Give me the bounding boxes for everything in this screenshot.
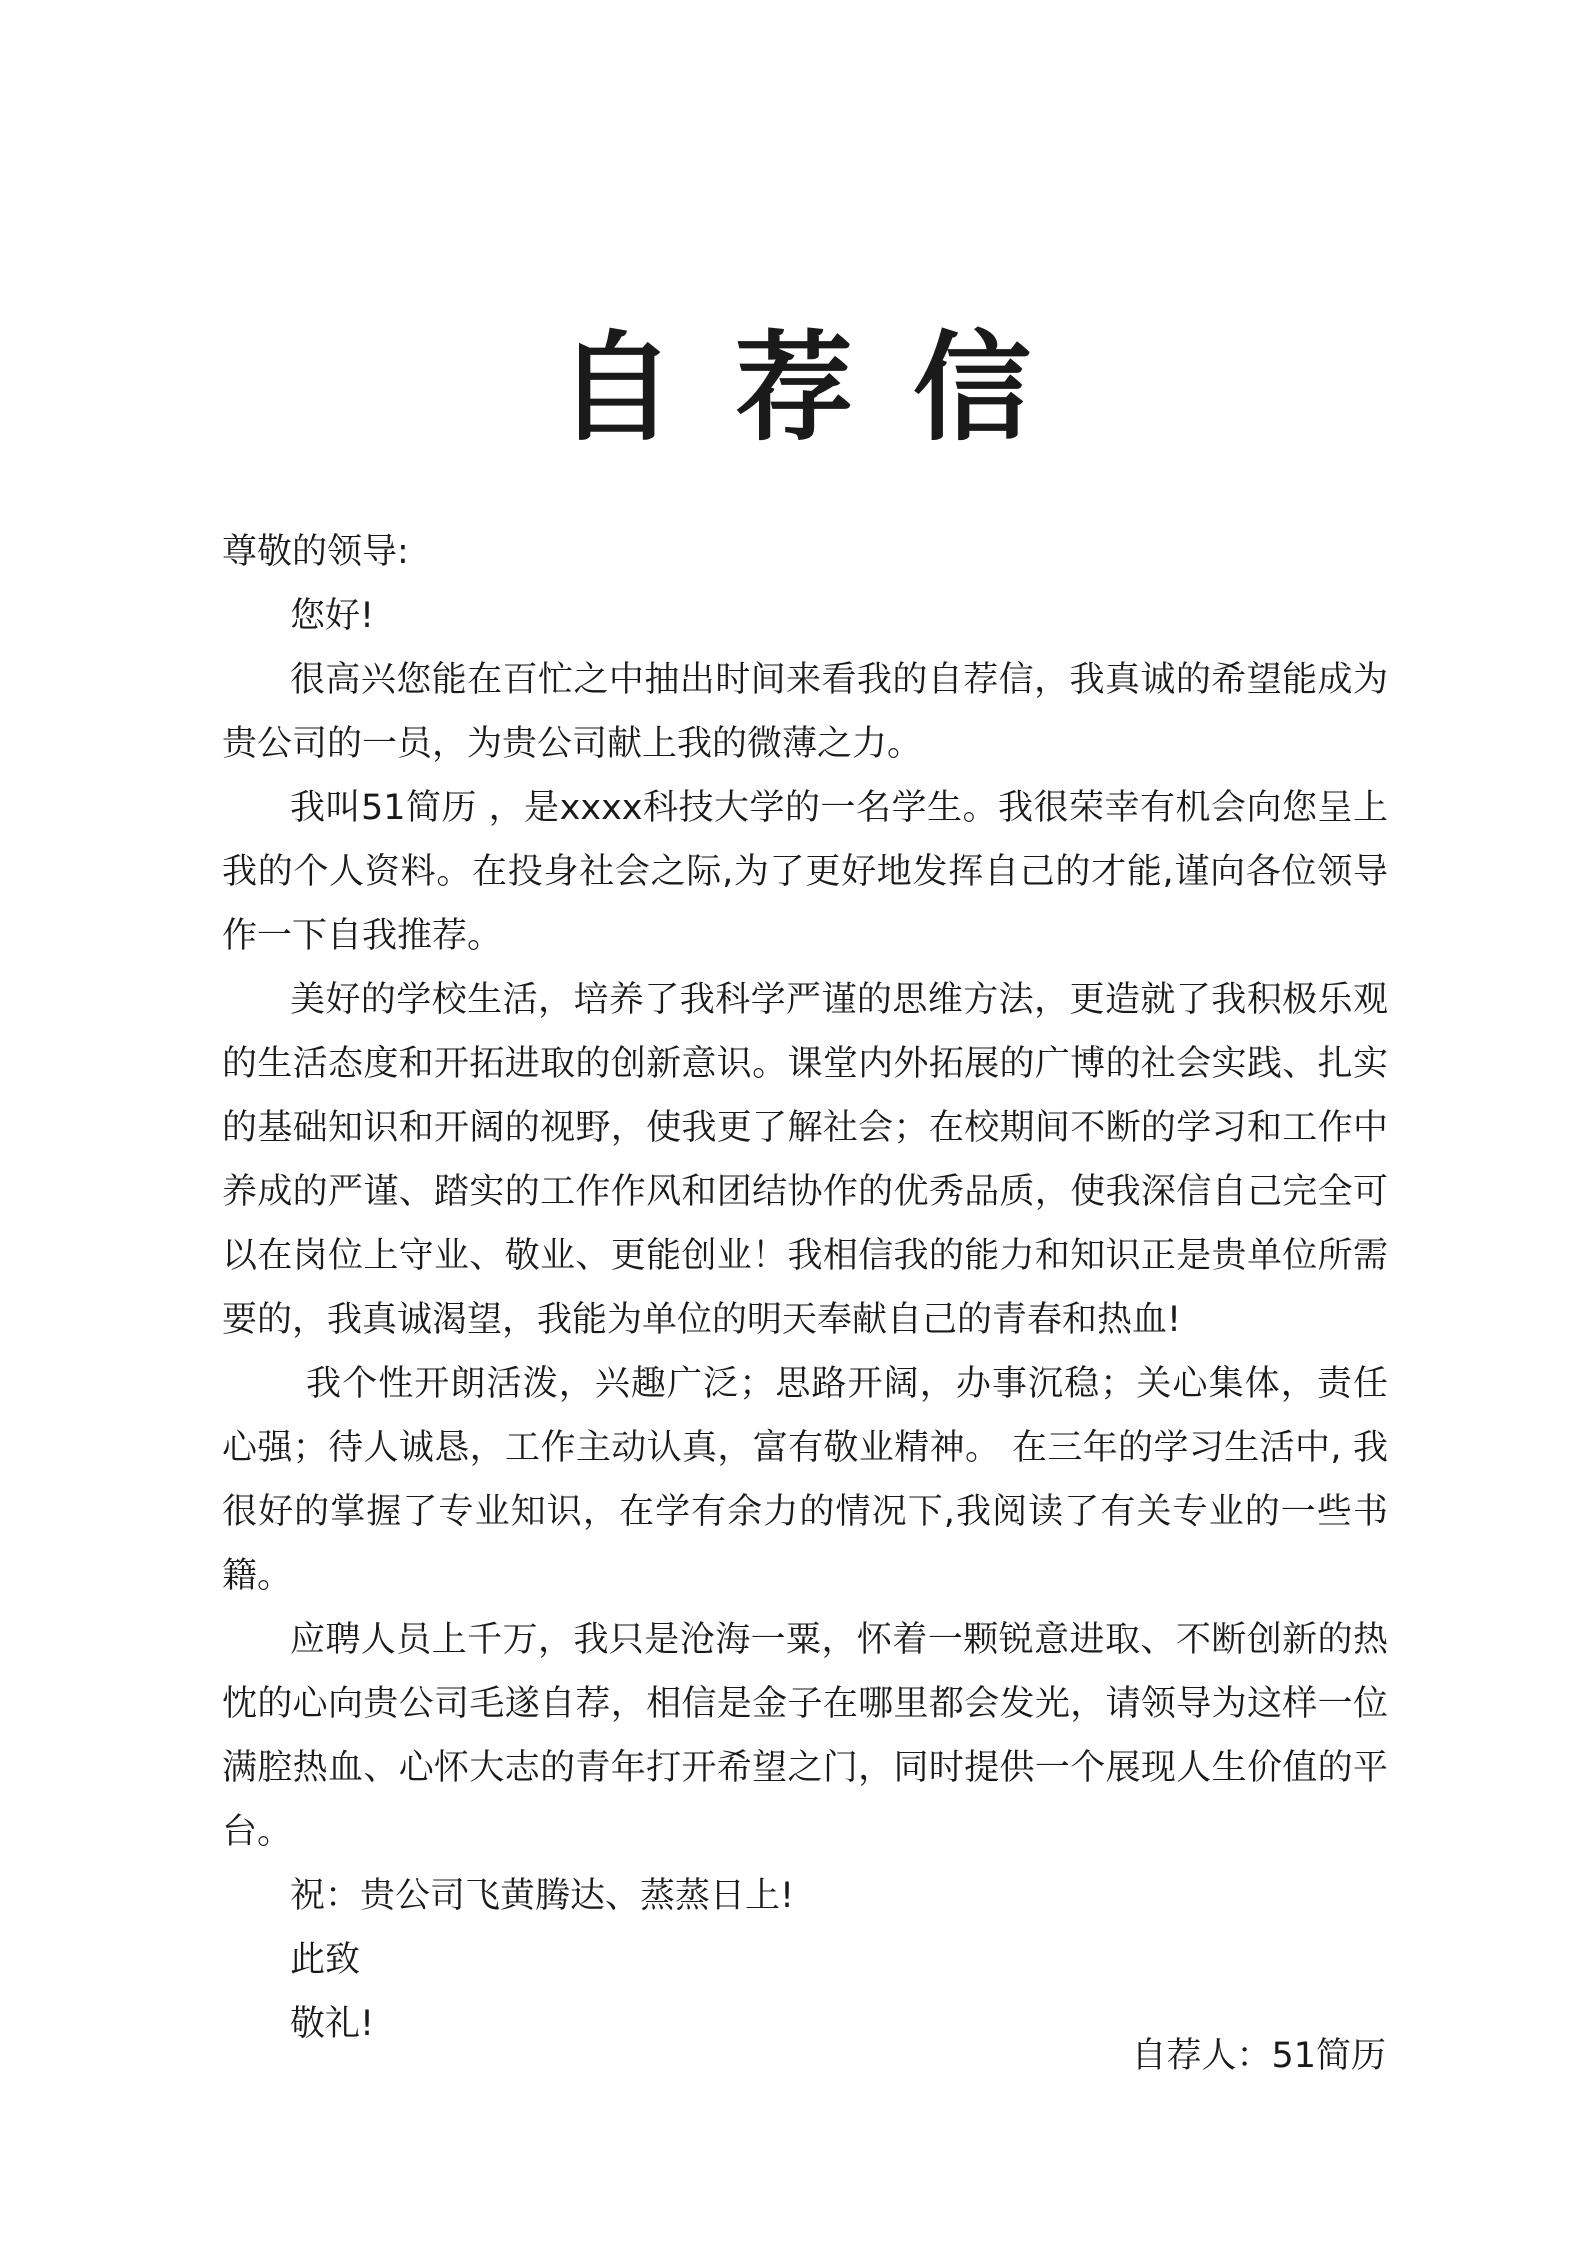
paragraph-4: 我个性开朗活泼，兴趣广泛；思路开阔，办事沉稳；关心集体，责任心强；待人诚恳，工作主动认真，富有敬业精神。 在三年的学习生活中, 我很好的掌握了专业知识，在学有余力的情况下,我阅读了有关专业的一些书籍。 (222, 1364, 1388, 1596)
signature: 自荐人：51简历 (1131, 2036, 1386, 2076)
salutation: 尊敬的领导: (222, 532, 409, 572)
letter-body (222, 520, 1388, 2056)
paragraph-1: 很高兴您能在百忙之中抽出时间来看我的自荐信，我真诚的希望能成为贵公司的一员，为贵公司献上我的微薄之力。 (222, 660, 1388, 764)
letter-title: 自荐信 (556, 319, 1091, 457)
closing-line-2: 敬礼! (290, 2004, 375, 2044)
paragraph-2: 我叫51简历 ，是xxxx科技大学的一名学生。我很荣幸有机会向您呈上我的个人资料。在投身社会之际,为了更好地发挥自己的才能,谨向各位领导作一下自我推荐。 (222, 788, 1388, 956)
greeting: 您好! (290, 596, 375, 636)
paragraph-5: 应聘人员上千万，我只是沧海一粟，怀着一颗锐意进取、不断创新的热忱的心向贵公司毛遂自荐，相信是金子在哪里都会发光，请领导为这样一位满腔热血、心怀大志的青年打开希望之门，同时提供一个展现人生价值的平台。 (222, 1620, 1388, 1852)
wish-line: 祝：贵公司飞黄腾达、蒸蒸日上! (290, 1876, 795, 1916)
paragraph-3: 美好的学校生活，培养了我科学严谨的思维方法，更造就了我积极乐观的生活态度和开拓进取的创新意识。课堂内外拓展的广博的社会实践、扎实的基础知识和开阔的视野，使我更了解社会；在校期间不断的学习和工作中养成的严谨、踏实的工作作风和团结协作的优秀品质，使我深信自己完全可以在岗位上守业、敬业、更能创业！我相信我的能力和知识正是贵单位所需要的，我真诚渴望，我能为单位的明天奉献自己的青春和热血! (222, 980, 1388, 1340)
closing-line-1: 此致 (290, 1940, 361, 1980)
